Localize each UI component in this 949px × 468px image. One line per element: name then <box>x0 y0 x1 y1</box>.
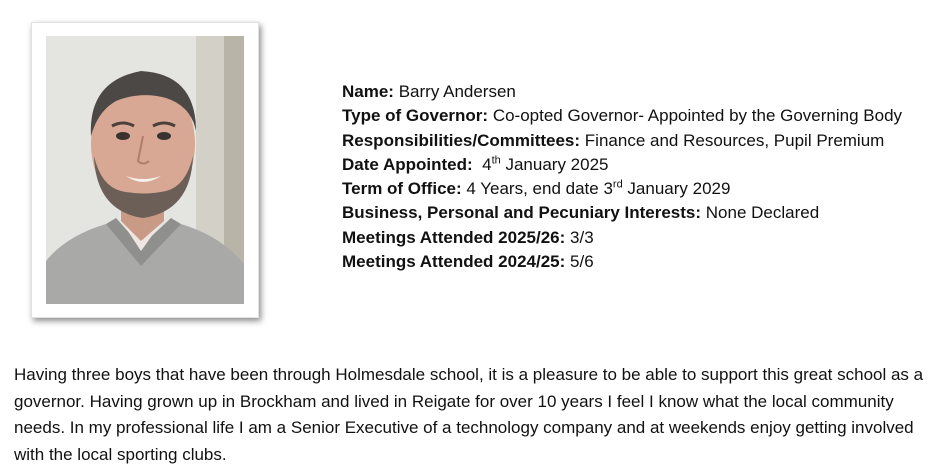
term-of-office-pre: 4 Years, end date 3 <box>466 179 613 199</box>
term-of-office-row <box>342 177 902 201</box>
term-of-office-suffix: rd <box>612 178 623 191</box>
meetings-2025-label: Meetings Attended 2025/26: <box>342 227 566 247</box>
biography-paragraph: Having three boys that have been through Holmesdale school, it is a pleasure to be able to support this great school as a governor. Having grown up in Brockham and lived in Reigate for over 10 years I feel I know what the local community needs. In my professional life I am a Senior Executive of a technology company and at weekends enjoy getting involved with the local sporting clubs. <box>14 365 924 464</box>
governor-type-value: Co-opted Governor- Appointed by the Governing Body <box>492 106 903 126</box>
responsibilities-label: Responsibilities/Committees: <box>342 130 581 150</box>
name-row <box>342 80 902 104</box>
responsibilities-row <box>342 129 902 153</box>
governor-type-row <box>342 104 902 128</box>
date-appointed-row <box>342 153 902 177</box>
date-appointed-value <box>482 155 608 174</box>
date-appointed-label: Date Appointed: <box>342 154 473 174</box>
term-of-office-value <box>466 179 730 198</box>
responsibilities-value: Finance and Resources, Pupil Premium <box>584 130 885 150</box>
name-value: Barry Andersen <box>398 82 516 101</box>
term-of-office-label: Term of Office: <box>342 179 462 199</box>
meetings-2024-label: Meetings Attended 2024/25: <box>342 252 566 272</box>
governor-type-label: Type of Governor: <box>342 106 489 126</box>
portrait-illustration <box>46 36 244 304</box>
meetings-2025-value: 3/3 <box>570 227 594 247</box>
date-appointed-day: 4 <box>482 154 492 174</box>
date-appointed-suffix: th <box>491 154 501 167</box>
meetings-2024-value: 5/6 <box>570 252 594 272</box>
meetings-2024-row <box>342 250 902 274</box>
interests-value: None Declared <box>705 203 820 223</box>
interests-label: Business, Personal and Pecuniary Interests: <box>342 203 702 223</box>
interests-row <box>342 201 902 225</box>
meetings-2025-row <box>342 226 902 250</box>
portrait-frame <box>31 22 259 318</box>
name-label: Name: <box>342 82 394 101</box>
governor-details <box>342 80 902 274</box>
term-of-office-post: January 2029 <box>622 179 731 199</box>
portrait-photo <box>46 36 244 304</box>
date-appointed-month-year: January 2025 <box>500 154 609 174</box>
